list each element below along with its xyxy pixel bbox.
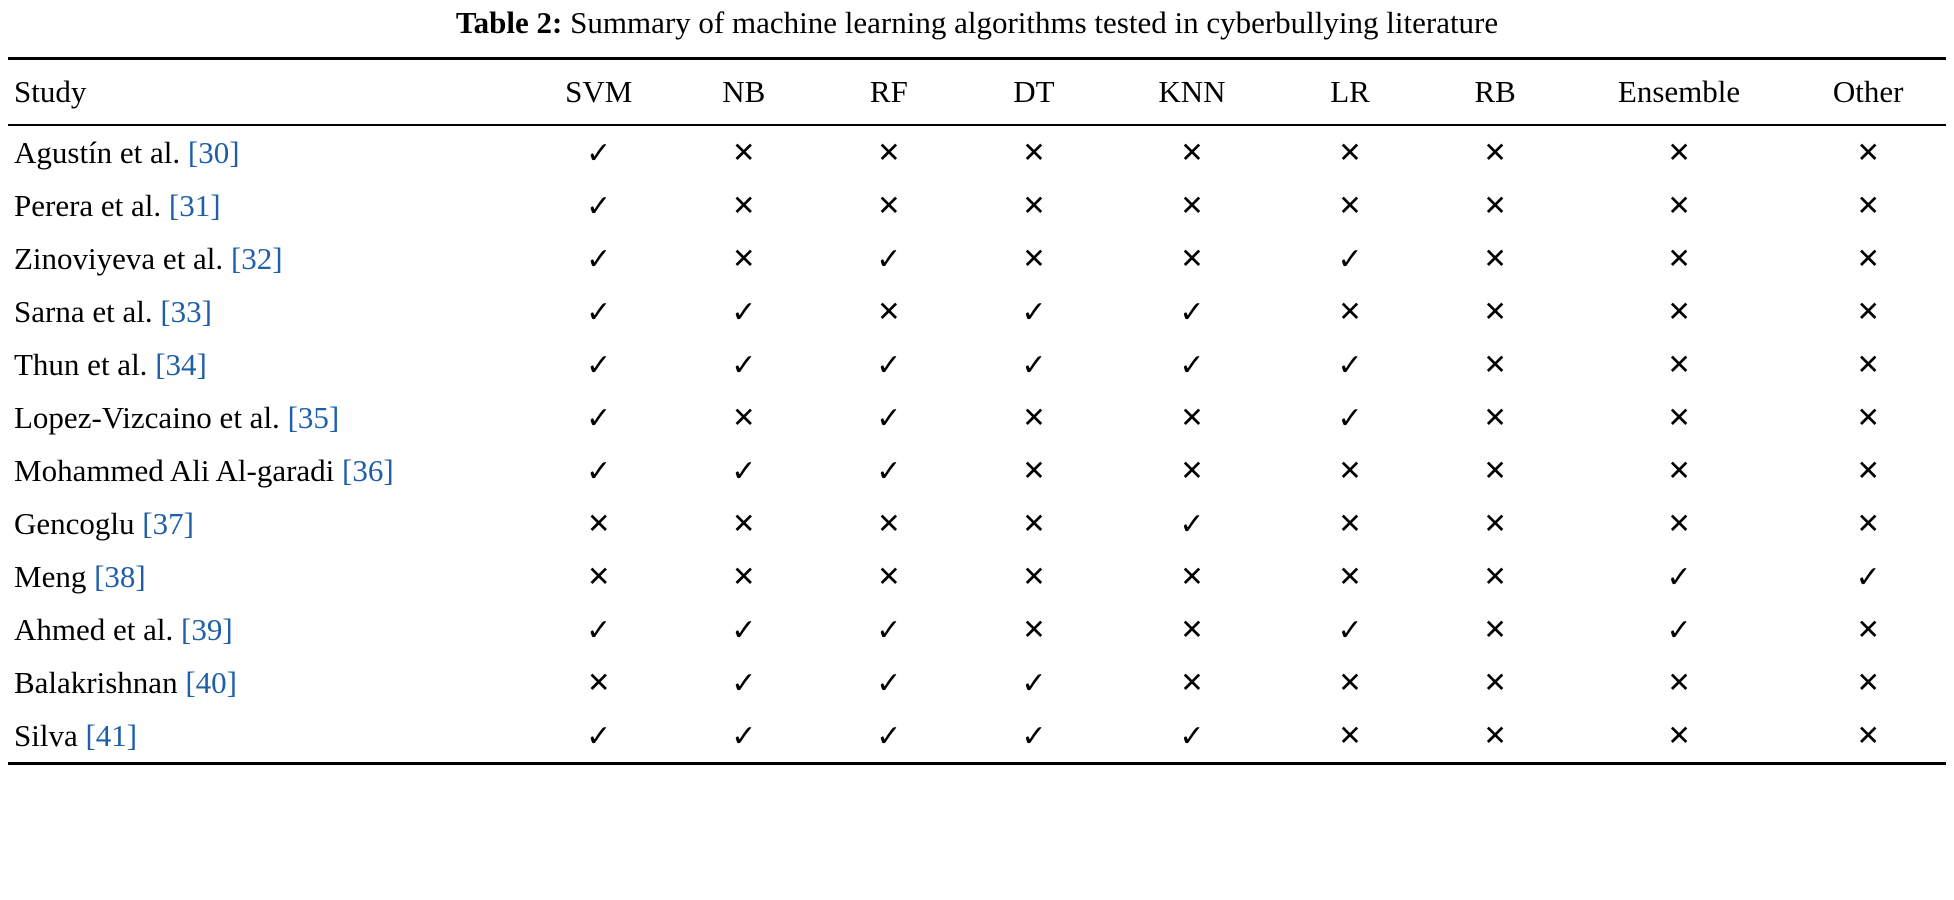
algorithm-cell-rf xyxy=(816,497,961,550)
table-row xyxy=(8,709,1946,762)
algorithm-cell-knn xyxy=(1106,232,1277,285)
algorithm-cell-other xyxy=(1790,709,1946,762)
algorithm-cell-other xyxy=(1790,656,1946,709)
algorithm-cell-lr xyxy=(1277,391,1422,444)
study-cell xyxy=(8,232,526,285)
algorithm-cell-dt xyxy=(961,709,1106,762)
check-icon: ✓ xyxy=(1179,508,1205,542)
algorithm-cell-lr xyxy=(1277,285,1422,338)
cross-icon: ✕ xyxy=(1022,561,1046,593)
cross-icon: ✕ xyxy=(1856,667,1880,699)
study-cell xyxy=(8,497,526,550)
algorithm-cell-rb xyxy=(1423,603,1568,656)
cross-icon: ✕ xyxy=(1667,137,1691,169)
algorithm-cell-rf xyxy=(816,125,961,179)
cross-icon: ✕ xyxy=(1667,190,1691,222)
study-cell xyxy=(8,285,526,338)
study-cell xyxy=(8,125,526,179)
algorithm-cell-dt xyxy=(961,125,1106,179)
algorithm-cell-svm xyxy=(526,603,671,656)
column-header-rf: RF xyxy=(816,58,961,125)
check-icon: ✓ xyxy=(586,190,612,224)
algorithm-cell-knn xyxy=(1106,603,1277,656)
algorithm-cell-nb xyxy=(671,179,816,232)
cross-icon: ✕ xyxy=(1667,720,1691,752)
algorithm-cell-nb xyxy=(671,550,816,603)
algorithm-cell-nb xyxy=(671,338,816,391)
cross-icon: ✕ xyxy=(1180,455,1204,487)
algorithm-cell-dt xyxy=(961,338,1106,391)
cross-icon: ✕ xyxy=(1483,243,1507,275)
cross-icon: ✕ xyxy=(1022,190,1046,222)
cross-icon: ✕ xyxy=(1667,508,1691,540)
table-row xyxy=(8,497,1946,550)
cross-icon: ✕ xyxy=(1483,508,1507,540)
algorithm-cell-ensemble xyxy=(1568,285,1791,338)
study-cell xyxy=(8,179,526,232)
algorithm-cell-other xyxy=(1790,338,1946,391)
table-row xyxy=(8,656,1946,709)
check-icon: ✓ xyxy=(1337,243,1363,277)
algorithm-cell-other xyxy=(1790,497,1946,550)
algorithm-cell-knn xyxy=(1106,338,1277,391)
check-icon: ✓ xyxy=(876,720,902,754)
cross-icon: ✕ xyxy=(1667,402,1691,434)
algorithm-cell-rb xyxy=(1423,179,1568,232)
cross-icon: ✕ xyxy=(732,561,756,593)
algorithm-cell-rf xyxy=(816,338,961,391)
cross-icon: ✕ xyxy=(1180,243,1204,275)
reference-link[interactable]: [32] xyxy=(230,240,283,276)
algorithm-cell-rb xyxy=(1423,232,1568,285)
study-name: Perera et al. xyxy=(14,187,162,223)
algorithm-cell-svm xyxy=(526,232,671,285)
check-icon: ✓ xyxy=(586,614,612,648)
algorithm-cell-other xyxy=(1790,179,1946,232)
algorithm-cell-rf xyxy=(816,444,961,497)
table-row xyxy=(8,232,1946,285)
algorithm-cell-dt xyxy=(961,285,1106,338)
check-icon: ✓ xyxy=(1337,614,1363,648)
check-icon: ✓ xyxy=(876,349,902,383)
cross-icon: ✕ xyxy=(1180,614,1204,646)
algorithm-cell-ensemble xyxy=(1568,125,1791,179)
algorithm-cell-ensemble xyxy=(1568,179,1791,232)
algorithm-cell-lr xyxy=(1277,179,1422,232)
check-icon: ✓ xyxy=(1666,561,1692,595)
cross-icon: ✕ xyxy=(1856,296,1880,328)
ml-algorithms-table xyxy=(8,57,1946,762)
check-icon: ✓ xyxy=(586,296,612,330)
algorithm-cell-nb xyxy=(671,603,816,656)
study-name: Lopez-Vizcaino et al. xyxy=(14,399,280,435)
algorithm-cell-ensemble xyxy=(1568,391,1791,444)
algorithm-cell-nb xyxy=(671,285,816,338)
algorithm-cell-nb xyxy=(671,709,816,762)
check-icon: ✓ xyxy=(1021,720,1047,754)
algorithm-cell-other xyxy=(1790,550,1946,603)
algorithm-cell-svm xyxy=(526,338,671,391)
cross-icon: ✕ xyxy=(1856,455,1880,487)
cross-icon: ✕ xyxy=(1338,561,1362,593)
column-header-other: Other xyxy=(1790,58,1946,125)
cross-icon: ✕ xyxy=(1338,720,1362,752)
check-icon: ✓ xyxy=(1179,349,1205,383)
cross-icon: ✕ xyxy=(1856,614,1880,646)
check-icon: ✓ xyxy=(1179,296,1205,330)
cross-icon: ✕ xyxy=(732,508,756,540)
cross-icon: ✕ xyxy=(1483,667,1507,699)
algorithm-cell-lr xyxy=(1277,444,1422,497)
algorithm-cell-other xyxy=(1790,285,1946,338)
algorithm-cell-nb xyxy=(671,444,816,497)
study-name: Gencoglu xyxy=(14,505,135,541)
algorithm-cell-ensemble xyxy=(1568,656,1791,709)
cross-icon: ✕ xyxy=(1483,296,1507,328)
cross-icon: ✕ xyxy=(1483,190,1507,222)
check-icon: ✓ xyxy=(731,667,757,701)
check-icon: ✓ xyxy=(731,455,757,489)
cross-icon: ✕ xyxy=(1022,614,1046,646)
algorithm-cell-dt xyxy=(961,603,1106,656)
reference-link[interactable]: [31] xyxy=(168,187,221,223)
check-icon: ✓ xyxy=(1666,614,1692,648)
cross-icon: ✕ xyxy=(877,137,901,169)
table-header xyxy=(8,58,1946,125)
cross-icon: ✕ xyxy=(586,561,611,593)
check-icon: ✓ xyxy=(731,349,757,383)
cross-icon: ✕ xyxy=(1856,720,1880,752)
algorithm-cell-knn xyxy=(1106,125,1277,179)
algorithm-cell-rb xyxy=(1423,497,1568,550)
study-name: Agustín et al. xyxy=(14,134,181,170)
column-header-knn: KNN xyxy=(1106,58,1277,125)
table-body xyxy=(8,125,1946,762)
algorithm-cell-dt xyxy=(961,550,1106,603)
algorithm-cell-rf xyxy=(816,603,961,656)
study-cell xyxy=(8,709,526,762)
algorithm-cell-nb xyxy=(671,125,816,179)
study-name: Balakrishnan xyxy=(14,664,178,700)
check-icon: ✓ xyxy=(731,296,757,330)
column-header-rb: RB xyxy=(1423,58,1568,125)
cross-icon: ✕ xyxy=(1856,508,1880,540)
cross-icon: ✕ xyxy=(1022,137,1046,169)
table-row xyxy=(8,391,1946,444)
algorithm-cell-rb xyxy=(1423,285,1568,338)
cross-icon: ✕ xyxy=(586,667,611,699)
algorithm-cell-rf xyxy=(816,709,961,762)
check-icon: ✓ xyxy=(731,720,757,754)
cross-icon: ✕ xyxy=(1180,402,1204,434)
algorithm-cell-rb xyxy=(1423,709,1568,762)
cross-icon: ✕ xyxy=(732,137,756,169)
reference-link[interactable]: [39] xyxy=(181,611,233,647)
check-icon: ✓ xyxy=(586,243,612,277)
algorithm-cell-nb xyxy=(671,391,816,444)
algorithm-cell-svm xyxy=(526,550,671,603)
cross-icon: ✕ xyxy=(1856,402,1880,434)
algorithm-cell-lr xyxy=(1277,338,1422,391)
caption-text: Summary of machine learning algorithms tested in cyberbullying literature xyxy=(570,5,1499,40)
study-name: Sarna et al. xyxy=(14,293,153,329)
algorithm-cell-lr xyxy=(1277,232,1422,285)
check-icon: ✓ xyxy=(586,455,612,489)
cross-icon: ✕ xyxy=(1483,561,1507,593)
algorithm-cell-svm xyxy=(526,179,671,232)
study-cell xyxy=(8,656,526,709)
table-row xyxy=(8,444,1946,497)
algorithm-cell-svm xyxy=(526,444,671,497)
check-icon: ✓ xyxy=(876,667,902,701)
table-row xyxy=(8,603,1946,656)
algorithm-cell-ensemble xyxy=(1568,338,1791,391)
study-name: Meng xyxy=(14,558,87,594)
check-icon: ✓ xyxy=(1021,667,1047,701)
cross-icon: ✕ xyxy=(1338,190,1362,222)
algorithm-cell-dt xyxy=(961,497,1106,550)
cross-icon: ✕ xyxy=(1483,402,1507,434)
algorithm-cell-rb xyxy=(1423,550,1568,603)
cross-icon: ✕ xyxy=(1338,137,1362,169)
check-icon: ✓ xyxy=(1021,296,1047,330)
cross-icon: ✕ xyxy=(1338,296,1362,328)
check-icon: ✓ xyxy=(586,349,612,383)
reference-link[interactable]: [35] xyxy=(287,399,340,435)
algorithm-cell-other xyxy=(1790,391,1946,444)
algorithm-cell-knn xyxy=(1106,444,1277,497)
cross-icon: ✕ xyxy=(1856,137,1880,169)
algorithm-cell-svm xyxy=(526,285,671,338)
reference-link[interactable]: [34] xyxy=(155,346,207,382)
cross-icon: ✕ xyxy=(877,561,901,593)
algorithm-cell-dt xyxy=(961,232,1106,285)
cross-icon: ✕ xyxy=(1022,243,1046,275)
check-icon: ✓ xyxy=(1021,349,1047,383)
algorithm-cell-svm xyxy=(526,391,671,444)
algorithm-cell-knn xyxy=(1106,550,1277,603)
cross-icon: ✕ xyxy=(1483,614,1507,646)
study-cell xyxy=(8,338,526,391)
algorithm-cell-lr xyxy=(1277,550,1422,603)
algorithm-cell-other xyxy=(1790,603,1946,656)
study-cell xyxy=(8,444,526,497)
algorithm-cell-knn xyxy=(1106,179,1277,232)
cross-icon: ✕ xyxy=(1483,349,1507,381)
check-icon: ✓ xyxy=(731,614,757,648)
reference-link[interactable]: [41] xyxy=(85,717,138,753)
algorithm-cell-knn xyxy=(1106,391,1277,444)
check-icon: ✓ xyxy=(876,614,902,648)
cross-icon: ✕ xyxy=(586,508,611,540)
reference-link[interactable]: [37] xyxy=(142,505,194,541)
algorithm-cell-dt xyxy=(961,391,1106,444)
column-header-ensemble: Ensemble xyxy=(1568,58,1791,125)
check-icon: ✓ xyxy=(876,455,902,489)
column-header-svm: SVM xyxy=(526,58,671,125)
algorithm-cell-ensemble xyxy=(1568,709,1791,762)
cross-icon: ✕ xyxy=(732,402,756,434)
cross-icon: ✕ xyxy=(1022,455,1046,487)
cross-icon: ✕ xyxy=(1338,667,1362,699)
algorithm-cell-rb xyxy=(1423,338,1568,391)
cross-icon: ✕ xyxy=(1667,455,1691,487)
study-name: Silva xyxy=(14,717,78,753)
algorithm-cell-svm xyxy=(526,125,671,179)
reference-link[interactable]: [30] xyxy=(187,134,240,170)
study-name: Mohammed Ali Al-garadi xyxy=(14,452,335,488)
table-row xyxy=(8,338,1946,391)
column-header-nb: NB xyxy=(671,58,816,125)
algorithm-cell-ensemble xyxy=(1568,603,1791,656)
table-caption xyxy=(8,0,1946,57)
algorithm-cell-rb xyxy=(1423,656,1568,709)
study-name: Ahmed et al. xyxy=(14,611,174,647)
algorithm-cell-rf xyxy=(816,179,961,232)
algorithm-cell-ensemble xyxy=(1568,550,1791,603)
algorithm-cell-svm xyxy=(526,709,671,762)
algorithm-cell-rf xyxy=(816,391,961,444)
table-row xyxy=(8,125,1946,179)
algorithm-cell-svm xyxy=(526,656,671,709)
check-icon: ✓ xyxy=(876,243,902,277)
reference-link[interactable]: [36] xyxy=(342,452,394,488)
algorithm-cell-lr xyxy=(1277,603,1422,656)
cross-icon: ✕ xyxy=(1483,455,1507,487)
cross-icon: ✕ xyxy=(1180,190,1204,222)
check-icon: ✓ xyxy=(876,402,902,436)
algorithm-cell-other xyxy=(1790,232,1946,285)
cross-icon: ✕ xyxy=(1180,561,1204,593)
cross-icon: ✕ xyxy=(1180,667,1204,699)
cross-icon: ✕ xyxy=(1667,349,1691,381)
algorithm-cell-lr xyxy=(1277,709,1422,762)
algorithm-cell-nb xyxy=(671,232,816,285)
algorithm-cell-lr xyxy=(1277,656,1422,709)
algorithm-cell-nb xyxy=(671,497,816,550)
cross-icon: ✕ xyxy=(1667,667,1691,699)
cross-icon: ✕ xyxy=(1856,349,1880,381)
algorithm-cell-dt xyxy=(961,179,1106,232)
table-header-row xyxy=(8,58,1946,125)
table-row xyxy=(8,179,1946,232)
cross-icon: ✕ xyxy=(1483,720,1507,752)
column-header-study: Study xyxy=(8,58,526,125)
algorithm-cell-rf xyxy=(816,285,961,338)
column-header-lr: LR xyxy=(1277,58,1422,125)
cross-icon: ✕ xyxy=(1338,455,1362,487)
reference-link[interactable]: [40] xyxy=(185,664,237,700)
cross-icon: ✕ xyxy=(1180,137,1204,169)
algorithm-cell-ensemble xyxy=(1568,232,1791,285)
algorithm-cell-dt xyxy=(961,656,1106,709)
study-name: Zinoviyeva et al. xyxy=(14,240,224,276)
check-icon: ✓ xyxy=(1855,561,1881,595)
algorithm-cell-lr xyxy=(1277,125,1422,179)
cross-icon: ✕ xyxy=(1022,402,1046,434)
table-row xyxy=(8,550,1946,603)
cross-icon: ✕ xyxy=(877,296,901,328)
algorithm-cell-ensemble xyxy=(1568,444,1791,497)
cross-icon: ✕ xyxy=(1856,190,1880,222)
cross-icon: ✕ xyxy=(1022,508,1046,540)
algorithm-cell-rf xyxy=(816,232,961,285)
algorithm-cell-ensemble xyxy=(1568,497,1791,550)
algorithm-cell-rf xyxy=(816,656,961,709)
algorithm-cell-other xyxy=(1790,125,1946,179)
algorithm-cell-rf xyxy=(816,550,961,603)
algorithm-cell-knn xyxy=(1106,656,1277,709)
algorithm-cell-nb xyxy=(671,656,816,709)
table-row xyxy=(8,285,1946,338)
cross-icon: ✕ xyxy=(877,508,901,540)
cross-icon: ✕ xyxy=(1338,508,1362,540)
reference-link[interactable]: [33] xyxy=(160,293,212,329)
cross-icon: ✕ xyxy=(1667,296,1691,328)
algorithm-cell-other xyxy=(1790,444,1946,497)
algorithm-cell-lr xyxy=(1277,497,1422,550)
cross-icon: ✕ xyxy=(1483,137,1507,169)
cross-icon: ✕ xyxy=(732,190,756,222)
column-header-dt: DT xyxy=(961,58,1106,125)
table-bottom-rule xyxy=(8,762,1946,765)
cross-icon: ✕ xyxy=(877,190,901,222)
cross-icon: ✕ xyxy=(1856,243,1880,275)
check-icon: ✓ xyxy=(586,137,612,171)
check-icon: ✓ xyxy=(586,402,612,436)
study-cell xyxy=(8,603,526,656)
algorithm-cell-knn xyxy=(1106,709,1277,762)
algorithm-cell-knn xyxy=(1106,497,1277,550)
study-cell xyxy=(8,550,526,603)
caption-label: Table 2: xyxy=(455,5,563,40)
study-cell xyxy=(8,391,526,444)
cross-icon: ✕ xyxy=(732,243,756,275)
algorithm-cell-rb xyxy=(1423,125,1568,179)
study-name: Thun et al. xyxy=(14,346,148,382)
cross-icon: ✕ xyxy=(1667,243,1691,275)
algorithm-cell-rb xyxy=(1423,391,1568,444)
algorithm-cell-svm xyxy=(526,497,671,550)
check-icon: ✓ xyxy=(1337,349,1363,383)
algorithm-cell-rb xyxy=(1423,444,1568,497)
check-icon: ✓ xyxy=(586,720,612,754)
check-icon: ✓ xyxy=(1179,720,1205,754)
check-icon: ✓ xyxy=(1337,402,1363,436)
reference-link[interactable]: [38] xyxy=(94,558,146,594)
algorithm-cell-knn xyxy=(1106,285,1277,338)
algorithm-cell-dt xyxy=(961,444,1106,497)
